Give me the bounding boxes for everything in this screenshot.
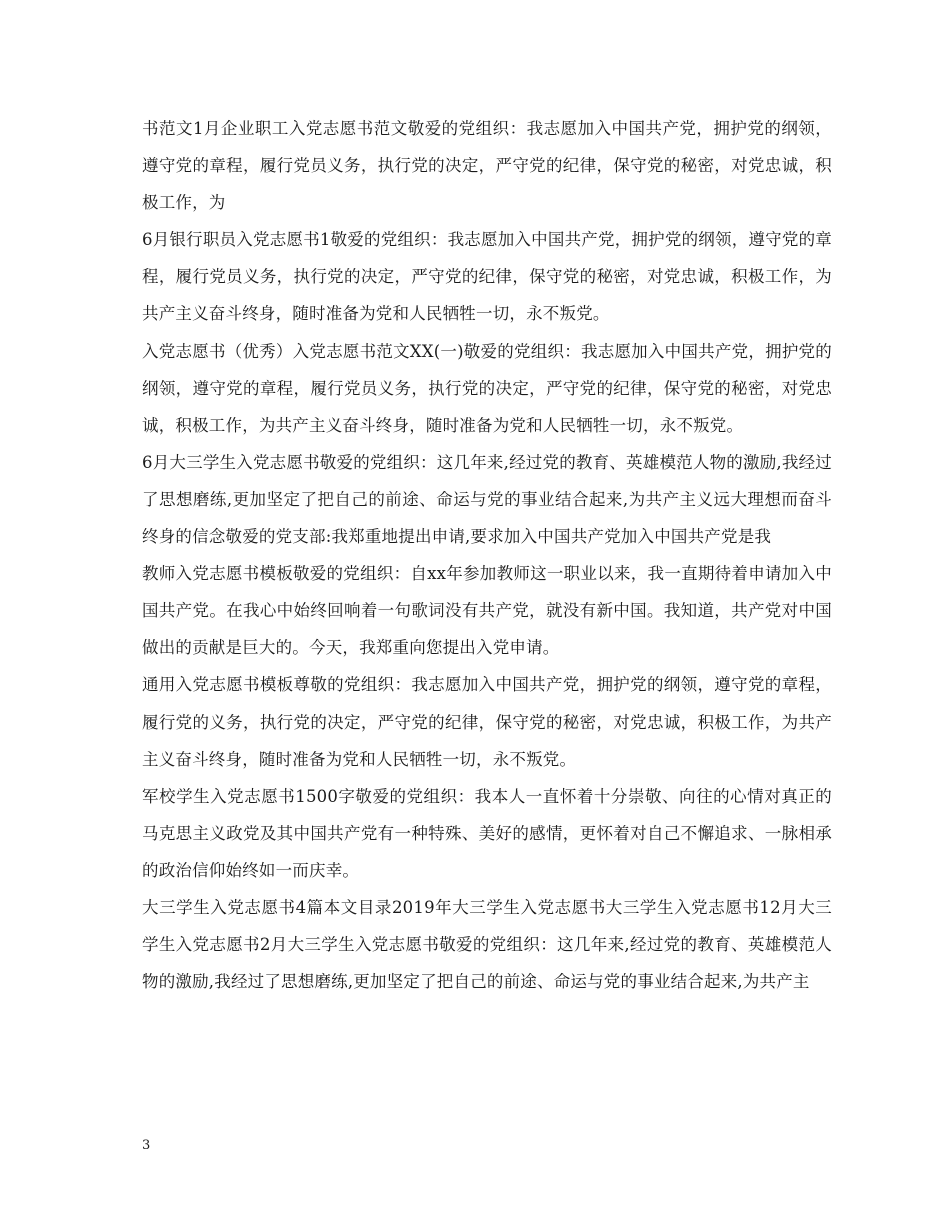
document-body [142, 110, 832, 1000]
paragraph: 入党志愿书（优秀）入党志愿书范文XX(一)敬爱的党组织：我志愿加入中国共产党，拥护党的纲领，遵守党的章程，履行党员义务，执行党的决定，严守党的纪律，保守党的秘密，对党忠诚，积极工作，为共产主义奋斗终身，随时准备为党和人民牺牲一切，永不叛党。 [142, 341, 832, 435]
paragraph: 大三学生入党志愿书4篇本文目录2019年大三学生入党志愿书大三学生入党志愿书12月大三学生入党志愿书2月大三学生入党志愿书敬爱的党组织：这几年来,经过党的教育、英雄模范人物的激励,我经过了思想磨练,更加坚定了把自己的前途、命运与党的事业结合起来,为共产主 [142, 897, 832, 992]
paragraph: 6月大三学生入党志愿书敬爱的党组织：这几年来,经过党的教育、英雄模范人物的激励,我经过了思想磨练,更加坚定了把自己的前途、命运与党的事业结合起来,为共产主义远大理想而奋斗终身的信念敬爱的党支部:我郑重地提出申请,要求加入中国共产党加入中国共产党是我 [142, 452, 832, 547]
paragraph: 6月银行职员入党志愿书1敬爱的党组织：我志愿加入中国共产党，拥护党的纲领，遵守党的章程，履行党员义务，执行党的决定，严守党的纪律，保守党的秘密，对党忠诚，积极工作，为共产主义奋斗终身，随时准备为党和人民牺牲一切，永不叛党。 [142, 230, 832, 324]
paragraph: 军校学生入党志愿书1500字敬爱的党组织：我本人一直怀着十分崇敬、向往的心情对真正的马克思主义政党及其中国共产党有一种特殊、美好的感情，更怀着对自己不懈追求、一脉相承的政治信仰始终如一而庆幸。 [142, 786, 832, 880]
paragraph: 通用入党志愿书模板尊敬的党组织：我志愿加入中国共产党，拥护党的纲领，遵守党的章程，履行党的义务，执行党的决定，严守党的纪律，保守党的秘密，对党忠诚，积极工作，为共产主义奋斗终身，随时准备为党和人民牺牲一切，永不叛党。 [142, 675, 832, 769]
paragraph: 教师入党志愿书模板敬爱的党组织：自xx年参加教师这一职业以来，我一直期待着申请加入中国共产党。在我心中始终回响着一句歌词没有共产党，就没有新中国。我知道，共产党对中国做出的贡献是巨大的。今天，我郑重向您提出入党申请。 [142, 564, 832, 658]
paragraph: 书范文1月企业职工入党志愿书范文敬爱的党组织：我志愿加入中国共产党，拥护党的纲领，遵守党的章程，履行党员义务，执行党的决定，严守党的纪律，保守党的秘密，对党忠诚，积极工作，为 [142, 119, 832, 213]
page-number: 3 [142, 1138, 151, 1153]
